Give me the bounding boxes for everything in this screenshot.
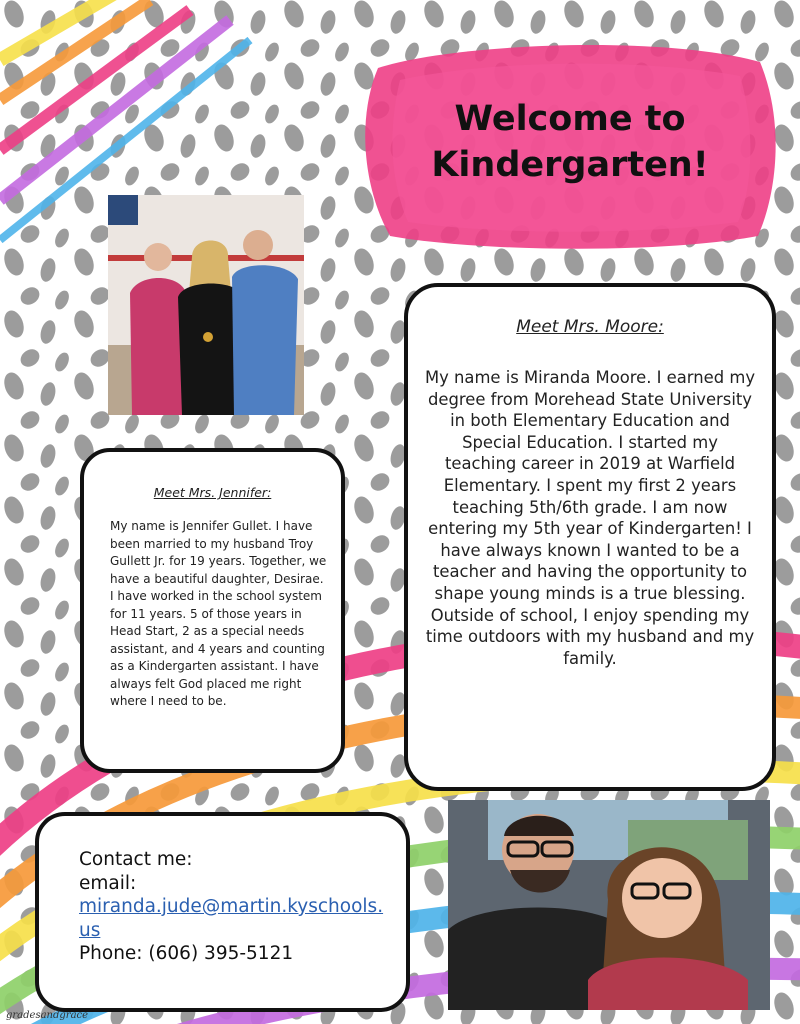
contact-label: Contact me:	[79, 849, 193, 870]
title-banner	[360, 40, 780, 250]
page-title: Welcome to Kindergarten!	[431, 99, 709, 185]
phone-number: Phone: (606) 395-5121	[79, 943, 294, 964]
couple-photo	[448, 800, 770, 1010]
moore-bio: My name is Miranda Moore. I earned my degree from Morehead State University in both Elementary Education and Special Education. I started my teaching career in 2019 at Warfield Elementary. I spent my first 2 years teaching 5th/6th grade. I am now entering my 5th year of Kindergarten! I have always known I wanted to be a teacher and having the opportunity to shape young minds is a true blessing. Outside of school, I enjoy spending my time outdoors with my husband and my family.	[424, 368, 756, 668]
contact-card	[35, 812, 410, 1012]
email-label: email:	[79, 872, 137, 894]
jennifer-heading: Meet Mrs. Jennifer:	[153, 485, 272, 500]
moore-heading: Meet Mrs. Moore:	[516, 317, 664, 337]
jennifer-bio: My name is Jennifer Gullet. I have been married to my husband Troy Gullett Jr. for 19 years. Together, we have a beautiful daughter, Desirae. I have worked in the school system for 11 years. 5 of those years in Head Start, 2 as a special needs assistant, and 4 years and counting as a Kindergarten assistant. I have always felt God placed me right where I need to be.	[110, 519, 327, 708]
family-photo	[108, 195, 304, 415]
email-link[interactable]: miranda.jude@martin.kyschools.us	[79, 896, 384, 941]
meet-jennifer-card	[80, 448, 345, 773]
credit-watermark: gradesandgrace	[6, 1010, 89, 1021]
meet-moore-card	[404, 283, 776, 791]
